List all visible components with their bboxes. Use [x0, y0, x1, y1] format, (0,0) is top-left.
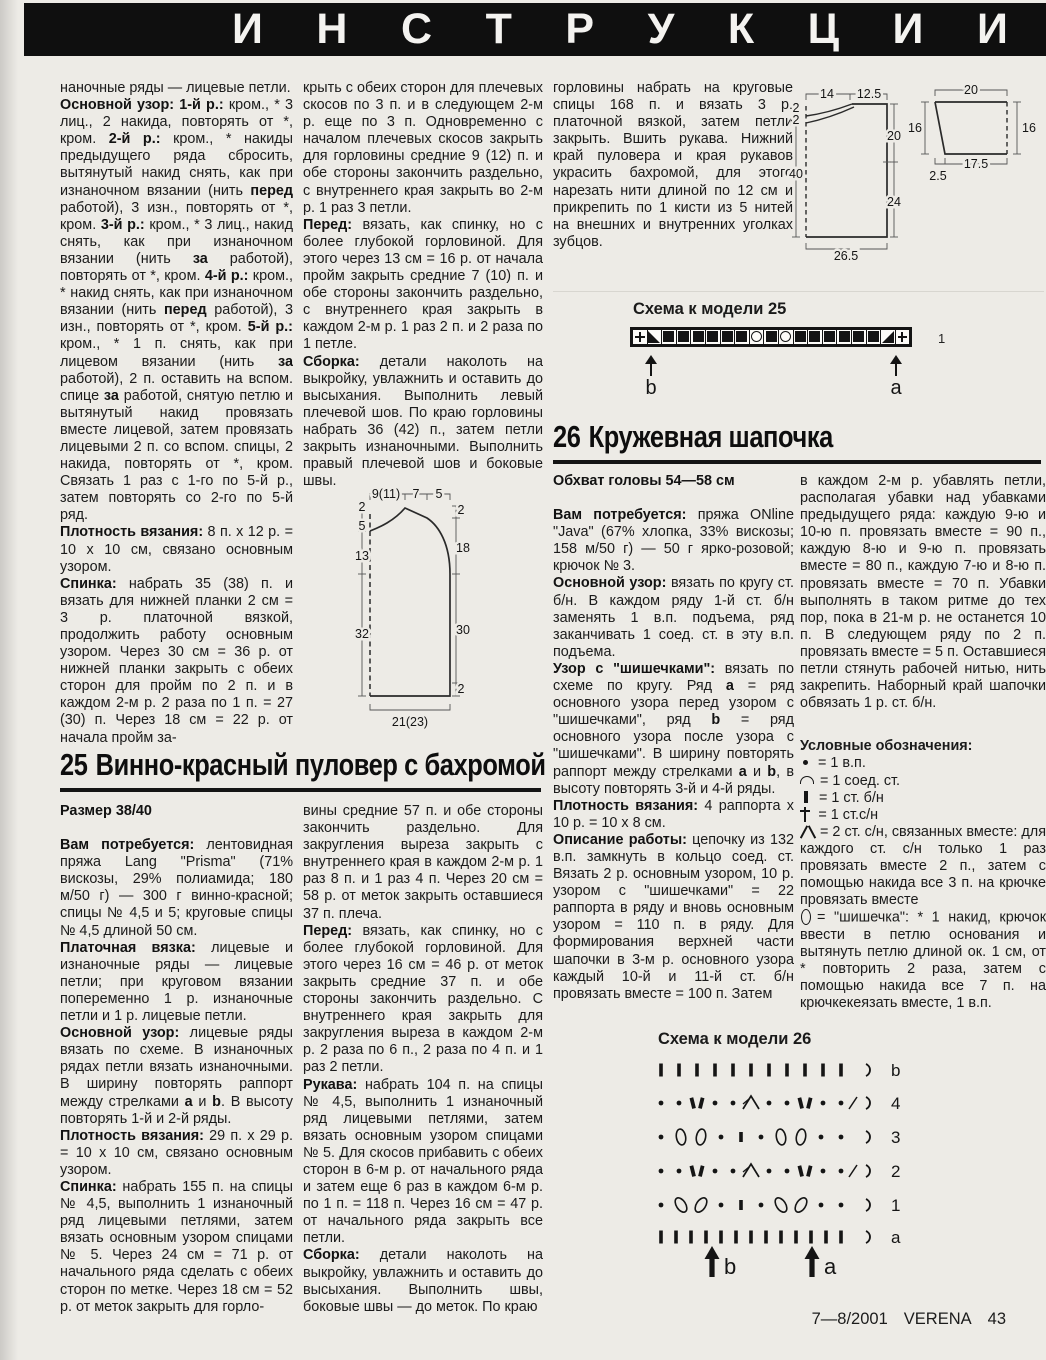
bold-text: Платочная вязка: — [60, 939, 196, 956]
banner-letter: И — [232, 5, 263, 53]
measure-label: 12.5 — [856, 87, 882, 101]
measure-label: 24 — [887, 195, 901, 209]
paragraph — [303, 923, 543, 1077]
chart-cell-s — [866, 329, 882, 345]
bold-text: b — [212, 1093, 221, 1110]
page-footer — [812, 1310, 1006, 1329]
legend-item — [800, 824, 1046, 909]
dc-cross-icon — [804, 807, 806, 822]
paragraph — [303, 217, 543, 354]
text: 4 раппорта х 10 р. = 10 х 8 см. — [553, 797, 794, 831]
sc-bar-icon — [804, 791, 808, 803]
arrow-label: b — [724, 1254, 737, 1279]
bold-text: Спинка: — [60, 1178, 117, 1195]
text: лицевые ряды вязать по схеме. В изнаночных рядах петли вязать изнаночными. В ширину повторять раппорт между стрелками — [60, 1025, 293, 1110]
text: кром., * 1 п. снять, как при лицевом вязании (нить — [60, 336, 293, 370]
text: в каждом 2-м р. убавлять петли, располагая убавки над убавками предыдущего ряда: каждую 9-ю и 10-ю п. провязать вместе = 90 п., каждую 8-ю и 9-ю п. провязать вместе = 80 п., каждую 7-ю и 8-ю п. провязать вместе = 70 п. Убавки выполнять в таком ритме до тех пор, пока в 21-м р. не останется 10 п. В следующем ряду по 2 п. провязать вместе = 5 п. Оставшиеся петли стянуть рабочей нитью, нить закрепить. Наборный край шапочки обвязать 1 р. ст. б/н. — [800, 473, 1046, 712]
column-section26-1 — [553, 473, 794, 1023]
bold-text: Обхват головы 54—58 см — [553, 473, 735, 489]
text: = ряд основного узора после узора с "шишечками". В ширину повторять раппорт между стрелками — [553, 712, 794, 780]
bold-text: Плотность вязания: — [60, 524, 204, 541]
section-title: Винно-красный пуловер с бахромой — [95, 747, 546, 782]
text: работой), 3 изн., повторять от *, кром. — [60, 199, 293, 233]
schema25-title: Схема к модели 25 — [633, 300, 787, 318]
chart-cell-p — [895, 329, 911, 345]
schema25-arrow-b — [641, 349, 661, 400]
arrow-label: a — [890, 377, 902, 399]
text: работой), 3 изн., повторять от *, кром. — [60, 302, 293, 336]
arrow-label: a — [824, 1254, 837, 1279]
chart-cell-tl — [647, 329, 663, 345]
schema26-title: Схема к модели 26 — [658, 1030, 812, 1048]
paragraph — [553, 473, 794, 490]
chart-cell-s — [836, 329, 852, 345]
measure-label: 2 — [792, 101, 800, 115]
measure-label: 13 — [355, 549, 369, 563]
text: крыть с обеих сторон для плечевых скосов по 3 п. и в следующем 2-м р. еще по 3 п. Одновременно с началом плечевых скосов закрыть для горловины средние 9 (12) п. и обе стороны закончить раздельно, с внутреннего края закрыть во 2-м р. 1 раз 3 петли. — [303, 80, 543, 216]
text: работой, снятую петлю и вытянутый накид провязать вместе лицевой, затем провязать лицевыми 2 п. со вспом. спицы, 2 накида, повторять от *, кром. Связать 1 раз с 1-го по 5-й р., затем повторять со 2-го по 5-й ряд. — [60, 387, 293, 524]
legend-item — [800, 909, 1046, 1012]
text: кром., * 3 лиц., накид снять, как при изнаночном вязании (нить — [60, 216, 293, 267]
page-number: 43 — [987, 1310, 1006, 1328]
paragraph — [303, 1077, 543, 1248]
measure-label: 2 — [792, 113, 800, 127]
measure-label: 40 — [789, 167, 803, 181]
text: лентовидная пряжа Lang "Prisma" (71% вискозы, 29% полиамида; 180 м/50 г) — 300 г винно-красной; спицы № 4,5 и 5; круговые спицы № 4,5 длиной 50 см. — [60, 837, 293, 939]
bold-text: Основной узор: 1-й р.: — [60, 97, 224, 114]
text: вязать, как спинку, но с более глубокой горловиной. Для этого через 16 см = 46 р. от меток закрыть средние 37 п. и обе стороны закончить раздельно. С внутреннего края закрыть для закругления выреза в каждом 2-м р. 2 раза по 6 п., 2 раза по 4 п. и 1 раз 2 петли. — [303, 922, 543, 1076]
bold-text: Сборка: — [303, 1247, 360, 1264]
bold-text: Перед: — [303, 922, 353, 939]
bold-text: Основной узор: — [553, 575, 667, 592]
measure-label: 16 — [908, 121, 922, 135]
column-section25-2 — [303, 803, 543, 1315]
banner-letter: И — [976, 5, 1008, 53]
chart26-row-label: b — [891, 1061, 901, 1080]
legend-item-label: = "шишечка": * 1 накид, крючок ввести в петлю основания и вытянуть петлю длиной ок. 1 см, от * повторить 2 раза, затем с помощью накида все 7 п. на крючкекеязать вместе, 1 в.п. — [800, 909, 1046, 1012]
banner-letter: Р — [565, 5, 595, 53]
legend-item-label: = 2 ст. с/н, связанных вместе: для каждого ст. с/н только 1 раз провязать вместе 2 п., затем с помощью накида все 3 п. на крючке провязать вместе — [800, 823, 1046, 909]
legend-item — [800, 773, 1046, 790]
text: горловины набрать на круговые спицы 168 п. и вязать 3 р. платочной вязкой, затем петли закрыть. Вшить рукава. Нижний край пуловера и края рукавов украсить бахромой, для этого нарезать нити длиной по 12 см и прикрепить по 1 кисти из 5 нитей на внешних и внутренних уголках зубцов. — [553, 80, 793, 250]
issue-number: 7—8/2001 — [811, 1310, 888, 1328]
bold-text: a — [725, 678, 734, 695]
chain-dot-icon — [803, 760, 808, 765]
paragraph — [303, 803, 543, 923]
bold-text: Размер 38/40 — [60, 803, 152, 819]
bold-text: Спинка: — [60, 575, 117, 592]
paragraph — [60, 803, 293, 820]
paragraph — [60, 1025, 293, 1128]
schema26-chart — [645, 1050, 935, 1284]
legend-item-label: = 1 в.п. — [818, 755, 866, 772]
chart26-row-label: 3 — [891, 1128, 901, 1147]
bold-text: Описание работы: — [553, 831, 687, 848]
bold-text: a — [738, 763, 747, 780]
measure-label: 26.5 — [833, 249, 859, 263]
legend-item — [800, 755, 1046, 772]
chart-cell-s — [705, 329, 721, 345]
text: вязать, как спинку, но с более глубокой горловиной. Для этого через 13 см = 16 р. от начала пройм закрыть средние 7 (10) п. и обе стороны закончить раздельно, с внутреннего края закрыть в каждом 2-м р. 1 раз 2 п. и 2 раза по 1 петле. — [303, 216, 543, 353]
chart26-row-label: a — [891, 1228, 901, 1247]
chart-cell-p — [632, 329, 648, 345]
measure-label: 14 — [820, 87, 834, 101]
arrow-up-icon — [890, 349, 902, 364]
chart-cell-o — [749, 329, 765, 345]
bold-text: 2-й р.: — [108, 131, 161, 148]
banner-letter: К — [727, 5, 755, 53]
arrow-up-icon — [705, 1246, 720, 1277]
chart26-row-label: 1 — [891, 1196, 901, 1215]
schema25-row-number: 1 — [938, 331, 946, 346]
arrow-up-icon — [805, 1246, 820, 1277]
paragraph — [60, 576, 293, 747]
paragraph — [553, 507, 794, 575]
measure-label: 32 — [355, 627, 369, 641]
measure-label: 16 — [1022, 121, 1036, 135]
text: набрать 35 (38) п. и вязать для нижней планки 2 см = 3 р. платочной вязкой, продолжить работу основным узором. Через 30 см = 36 р. от нижней планки закрыть с обеих сторон для пройм по 2 п. и в каждом 2-м р. 2 раза по 1 п. = 27 (30) п. Через 18 см = 22 р. от начала пройм за- — [60, 575, 293, 746]
chart-cell-s — [690, 329, 706, 345]
chart-cell-s — [807, 329, 823, 345]
legend-item-label: = 1 ст. б/н — [819, 789, 884, 806]
section-number: 26 — [553, 419, 581, 454]
legend-item — [800, 807, 1046, 824]
chart-cell-s — [763, 329, 779, 345]
magazine-name: VERENA — [903, 1310, 972, 1328]
bold-text: b — [711, 712, 721, 729]
bold-text: b — [767, 763, 777, 780]
arrow-label: b — [645, 377, 657, 399]
paragraph — [553, 575, 794, 660]
text: лицевые и изнаночные ряды — лицевые петли; при круговом вязании попеременно 1 р. изнаночные петли и 1 р. лицевые петли. — [60, 939, 293, 1025]
schema25-chart-row — [630, 327, 912, 347]
banner-letter: Ц — [807, 5, 840, 53]
paragraph — [60, 80, 293, 97]
bold-text: Вам потребуется: — [60, 837, 195, 854]
bold-text: Основной узор: — [60, 1025, 180, 1042]
paragraph — [60, 524, 293, 575]
text: = ряд основного узора перед узором с "шишечками", ряд — [553, 678, 794, 729]
text: набрать 155 п. на спицы № 4,5, выполнить 1 изнаночный ряд лицевыми петлями, затем вязать основным узором спицами № 5. Через 24 см = 71 р. от начального ряда сделать с обеих сторон по метке. Через 18 см = 52 р. от меток закрыть для горло- — [60, 1178, 293, 1315]
text: 8 п. х 12 р. = 10 х 10 см, связано основным узором. — [60, 524, 293, 575]
banner-letter: И — [892, 5, 924, 53]
bold-text: Вам потребуется: — [553, 507, 687, 524]
chart-cell-s — [734, 329, 750, 345]
bold-text: за — [103, 387, 119, 404]
paragraph — [553, 80, 793, 251]
pattern-diagram-model24 — [322, 478, 540, 736]
chart26-row-label: 4 — [891, 1094, 901, 1113]
measure-label: 18 — [456, 541, 470, 555]
text: наночные ряды — лицевые петли. — [60, 80, 291, 96]
arrow-stem — [650, 363, 653, 376]
column-model24-2 — [303, 80, 543, 494]
paragraph — [303, 80, 543, 217]
legend-items — [800, 755, 1046, 1012]
text: детали наколоть на выкройку, увлажнить и оставить до высыхания. Выполнить левый плечевой шов. По краю горловины набрать 36 (42) п., затем петли закрыть изнаночными. Выполнить правый плечевой шов и боковые швы. — [303, 353, 543, 490]
bold-text: Рукава: — [303, 1076, 358, 1093]
paragraph — [60, 1128, 293, 1179]
paragraph — [553, 661, 794, 798]
measure-label: 30 — [456, 623, 470, 637]
bold-text: a — [184, 1093, 193, 1110]
bold-text: за — [192, 250, 208, 267]
paragraph — [553, 832, 794, 1003]
section-number: 25 — [60, 747, 88, 782]
banner-letter: У — [647, 5, 675, 53]
measure-label: 2 — [457, 503, 465, 517]
arrow-up-icon — [645, 349, 657, 364]
column-section26-2 — [800, 473, 1046, 1023]
text: 29 п. х 29 р. = 10 х 10 см, связано основным узором. — [60, 1127, 293, 1178]
section25-heading — [60, 747, 546, 792]
section26-heading — [553, 419, 1041, 464]
column-model24-1 — [60, 80, 293, 748]
chart-cell-s — [661, 329, 677, 345]
bold-text: за — [278, 353, 293, 370]
measure-label: 17.5 — [963, 157, 989, 171]
measure-label: 20 — [964, 83, 978, 97]
text: и — [746, 763, 768, 780]
chart-cell-s — [793, 329, 809, 345]
symbol-legend — [800, 738, 1046, 1012]
paragraph — [553, 798, 794, 832]
measure-label: 21(23) — [391, 715, 429, 729]
bold-text: Плотность вязания: — [553, 797, 699, 814]
paragraph — [303, 1247, 543, 1315]
bold-text: перед — [163, 302, 207, 319]
text: детали наколоть на выкройку, увлажнить и оставить до высыхания. Выполнить швы, боковые швы — до меток. По краю — [303, 1247, 543, 1315]
schema25-arrow-a — [886, 349, 906, 400]
text: , в высоту повторять 3-й и 4-й ряды. — [553, 763, 794, 797]
paragraph — [60, 97, 293, 524]
text: пряжа ONline "Java" (67% хлопка, 33% вискозы; 158 м/50 г) — 50 г ярко-розовой; крючок № 3. — [553, 507, 794, 575]
legend-title: Условные обозначения: — [800, 738, 973, 755]
bold-text: 5-й р.: — [247, 319, 293, 336]
text: вины средние 57 п. и обе стороны закончить раздельно. Для закругления выреза закрыть с внутреннего края в каждом 2-м р. 1 раз 8 п. и 1 раз 4 п. Через 20 см = 58 р. от меток закрыть оставшиеся 37 п. плеча. — [303, 803, 543, 922]
bold-text: 3-й р.: — [100, 216, 145, 233]
banner-letter: Н — [316, 5, 348, 53]
paragraph — [60, 940, 293, 1025]
paragraph — [60, 1179, 293, 1315]
text: кром., * накид снять, как при изнаночном вязании (нить — [60, 268, 293, 319]
pattern-diagram-25-sleeve — [905, 82, 1046, 186]
measure-label: 2.5 — [929, 169, 947, 183]
chart26-row-label: 2 — [891, 1162, 901, 1181]
paragraph — [303, 354, 543, 491]
section-divider — [553, 291, 1044, 292]
measure-label: 7 — [412, 487, 420, 501]
measure-label: 20 — [887, 129, 901, 143]
column-section25-1 — [60, 803, 293, 1315]
text: вязать по схеме по кругу. Ряд — [553, 660, 794, 695]
text: работой), 2 п. оставить на вспом. спице — [60, 370, 293, 404]
page-header-banner — [24, 3, 1046, 56]
page-title — [232, 3, 1008, 56]
banner-letter: С — [401, 5, 433, 53]
dc2tog-icon — [800, 825, 816, 838]
text: . В высоту повторять 1-й и 2-й ряды. — [60, 1093, 293, 1127]
text: набрать 104 п. на спицы № 4,5, выполнить 1 изнаночный ряд лицевыми петлями, затем вязать основным узором спицами № 5. Для скосов прибавить с обеих сторон в 6-м р. от начального ряда и затем еще 6 раз в каждом 6-м р. по 1 п. = 118 п. Через 16 см = 47 р. от начального ряда закрыть все петли. — [303, 1076, 543, 1247]
legend-item-label: = 1 соед. ст. — [820, 772, 901, 789]
chart-cell-o — [778, 329, 794, 345]
text: работой), повторять от *, кром. — [60, 250, 293, 285]
section-title: Кружевная шапочка — [588, 419, 833, 454]
banner-letter: Т — [485, 5, 512, 53]
text: цепочку из 132 в.п. замкнуть в кольцо соед. ст. Вязать 2 р. основным узором, 10 р. узором с "шишечками" = 22 раппорта в ряду и вновь основным узором = 110 п. в ряду. Для формирования верхней части шапочки в 3-м р. основного узора каждый 10-й и 11-й ст. б/н провязать вместе = 100 п. Затем — [553, 831, 794, 1002]
chart-cell-s — [822, 329, 838, 345]
bold-text: Плотность вязания: — [60, 1127, 204, 1144]
bold-text: Перед: — [303, 216, 353, 233]
measure-label: 9(11) — [371, 487, 401, 501]
text: вязать по кругу ст. б/н. В каждом ряду 1-й ст. б/н заменять 1 в.п. подъема, ряд заканчивать 1 соед. ст. в эту в.п. подъема. — [553, 575, 794, 660]
measure-label: 5 — [435, 487, 443, 501]
slip-arc-icon — [800, 776, 814, 784]
bold-text: перед — [250, 182, 293, 199]
text: кром., * 3 лиц., 2 накида, повторять от *, кром. — [60, 97, 293, 148]
measure-label: 2 — [358, 500, 366, 514]
chart-cell-tr — [880, 329, 896, 345]
measure-label: 5 — [358, 519, 366, 533]
measure-label: 2 — [457, 682, 465, 696]
arrow-stem — [895, 363, 898, 376]
legend-item-label: = 1 ст.с/н — [818, 806, 879, 823]
bobble-icon — [801, 909, 811, 925]
text: кром., * накиды предыдущего ряда сбросить, вытянутый накид снять, как при изнаночном вязании (нить — [60, 131, 293, 199]
bold-text: 4-й р.: — [204, 268, 249, 285]
paragraph — [800, 473, 1046, 712]
text: и — [192, 1093, 213, 1110]
paragraph — [60, 837, 293, 940]
bold-text: Сборка: — [303, 353, 360, 370]
chart-cell-s — [676, 329, 692, 345]
chart-cell-s — [851, 329, 867, 345]
bold-text: Узор с "шишечками": — [553, 660, 716, 677]
legend-item — [800, 790, 1046, 807]
column-model24-3 — [553, 80, 793, 262]
scan-edge-shadow — [0, 0, 18, 1360]
section26-text — [800, 473, 1046, 712]
chart-cell-s — [720, 329, 736, 345]
